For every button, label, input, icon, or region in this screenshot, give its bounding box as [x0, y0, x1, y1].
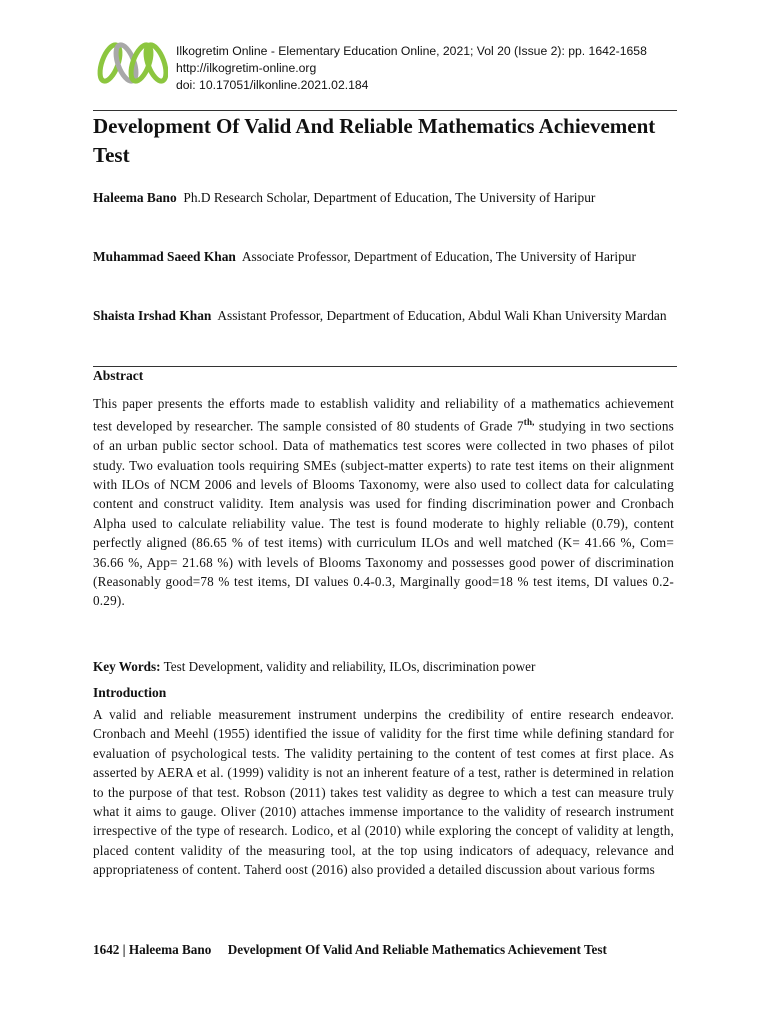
abstract-divider [93, 366, 677, 367]
paper-title: Development Of Valid And Reliable Mathematics Achievement Test [93, 114, 656, 167]
author-block [93, 188, 673, 208]
journal-doi[interactable]: doi: 10.17051/ilkonline.2021.02.184 [176, 78, 369, 92]
author-affiliation: Ph.D Research Scholar, Department of Education, The University of Haripur [183, 190, 596, 205]
abstract-heading: Abstract [93, 368, 144, 383]
footer-running-title: Development Of Valid And Reliable Mathematics Achievement Test [227, 942, 607, 957]
author-block [93, 306, 673, 326]
abstract-text-part: This paper presents the efforts made to establish validity and reliability of a mathematics achievement test developed by researcher. The sample consisted of 80 students of Grade 7 [93, 396, 674, 434]
superscript: th, [523, 417, 535, 428]
journal-logo-icon [96, 40, 168, 86]
header-divider [93, 110, 677, 111]
author-name: Haleema Bano [93, 190, 177, 205]
author-affiliation: Assistant Professor, Department of Education, Abdul Wali Khan University Mardan [217, 308, 667, 323]
author-affiliation: Associate Professor, Department of Education, The University of Haripur [241, 249, 636, 264]
journal-header [176, 43, 647, 94]
footer-page-author: 1642 | Haleema Bano [93, 942, 212, 957]
keywords-text: Test Development, validity and reliability, ILOs, discrimination power [160, 659, 536, 674]
author-name: Muhammad Saeed Khan [93, 249, 236, 264]
author-block [93, 247, 673, 267]
journal-url[interactable]: http://ilkogretim-online.org [176, 61, 317, 75]
introduction-heading: Introduction [93, 685, 167, 700]
journal-citation: Ilkogretim Online - Elementary Education Online, 2021; Vol 20 (Issue 2): pp. 1642-1658 [176, 44, 647, 58]
keywords-label: Key Words: [93, 659, 161, 674]
introduction-text: A valid and reliable measurement instrument underpins the credibility of entire research endeavor. Cronbach and Meehl (1955) identified the issue of validity for the first time while defining standard for evaluation of psychological tests. The validity pertaining to the content of test comes at first place. As asserted by AERA et al. (1999) validity is not an inherent feature of a test, rather is determined in relation to the purpose of that test. Robson (2011) takes test validity as degree to which a test can measure truly what it aims to gauge. Oliver (2010) attaches immense importance to the validity of research instrument irrespective of the type of research. Lodico, et al (2010) while exploring the concept of validity at length, placed content validity of the measuring tool, at the top using indicators of adequacy, relevance and appropriateness of content. Taherd oost (2016) also provided a detailed discussion about various forms [93, 707, 674, 878]
keywords [93, 657, 677, 676]
abstract-text-part: studying in two sections of an urban public sector school. Data of mathematics test scores were collected in two phases of pilot study. Two evaluation tools requiring SMEs (subject-matter experts) to rate test items on their alignment with ILOs of NCM 2006 and levels of Blooms Taxonomy, were also used to collect data for calculating content and construct validity. Item analysis was used for finding discrimination power and Cronbach Alpha used to calculate reliability value. The test is found moderate to highly reliable (0.79), content perfectly aligned (86.65 % of test items) with curriculum ILOs and well matched (K= 41.66 %, Com= 36.66 %, App= 21.68 %) with levels of Blooms Taxonomy and possesses good power of discrimination (Reasonably good=78 % test items, DI values 0.4-0.3, Marginally good=18 % test items, DI values 0.2-0.29). [93, 418, 674, 609]
author-name: Shaista Irshad Khan [93, 308, 212, 323]
page-footer [93, 940, 677, 959]
abstract-text [93, 394, 674, 611]
